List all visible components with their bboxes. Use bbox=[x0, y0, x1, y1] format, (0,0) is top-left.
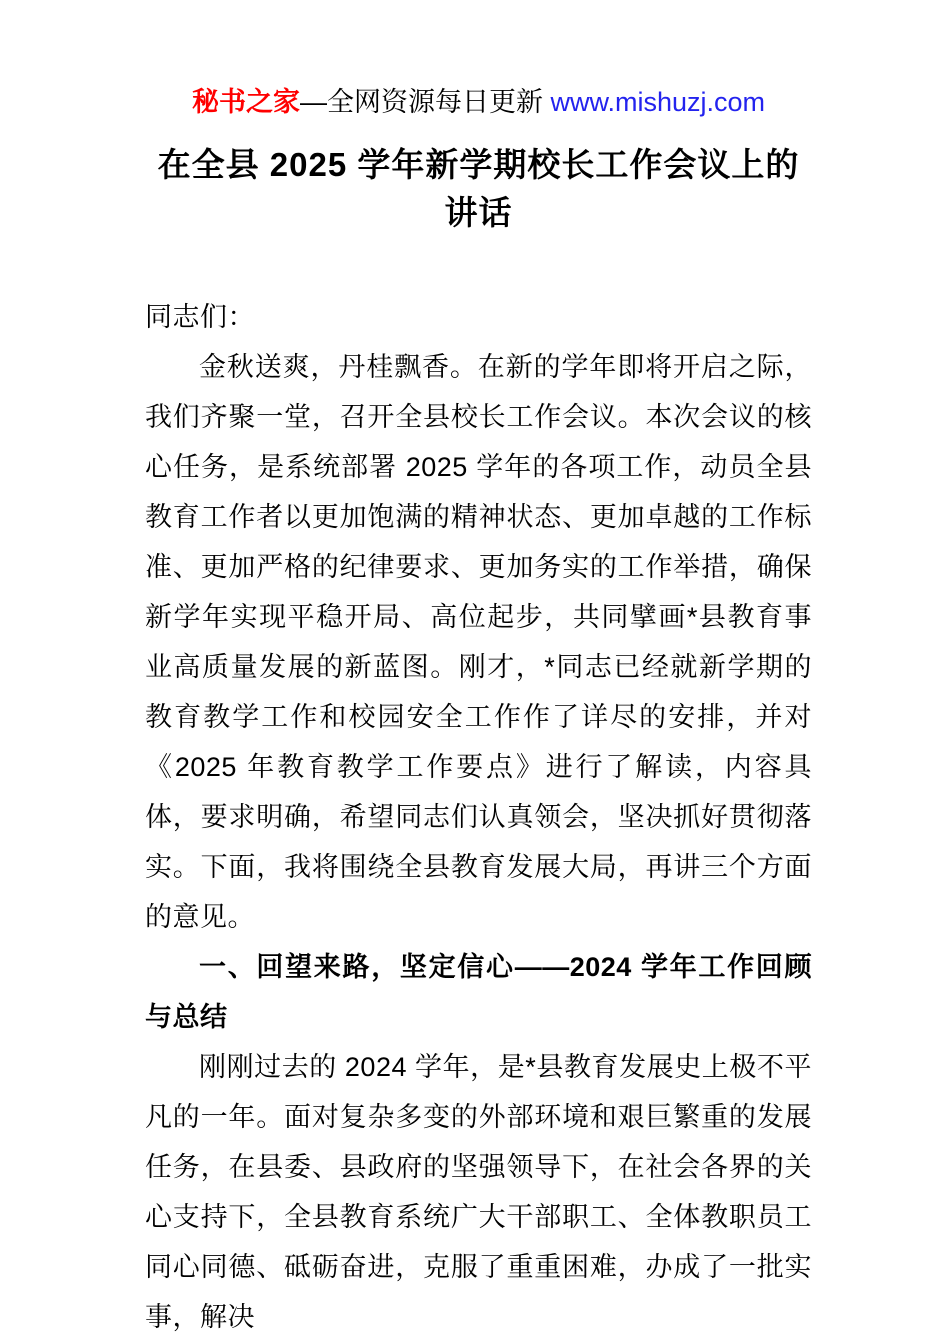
section-heading-1: 一、回望来路，坚定信心——2024 学年工作回顾与总结 bbox=[145, 952, 812, 1032]
site-url-link[interactable]: www.mishuzj.com bbox=[550, 87, 766, 117]
document-body bbox=[145, 292, 812, 1342]
page-title: 在全县 2025 学年新学期校长工作会议上的讲话 bbox=[157, 146, 800, 231]
salutation: 同志们： bbox=[145, 302, 255, 332]
site-brand-text: 秘书之家 bbox=[191, 87, 300, 117]
section-1-paragraph: 刚刚过去的 2024 学年，是*县教育发展史上极不平凡的一年。面对复杂多变的外部环境和艰巨繁重的发展任务，在县委、县政府的坚强领导下，在社会各界的关心支持下，全县教育系统广大干部职工、全体教职员工同心同德、砥砺奋进，克服了重重困难，办成了一批实事，解决 bbox=[145, 1052, 812, 1332]
site-tagline-text: —全网资源每日更新 bbox=[299, 87, 551, 117]
paragraph-intro: 金秋送爽，丹桂飘香。在新的学年即将开启之际，我们齐聚一堂，召开全县校长工作会议。本次会议的核心任务，是系统部署 2025 学年的各项工作，动员全县教育工作者以更加饱满的精神状态、更加卓越的工作标准、更加严格的纪律要求、更加务实的工作举措，确保新学年实现平稳开局、高位起步，共同擘画*县教育事业高质量发展的新蓝图。刚才，*同志已经就新学期的教育教学工作和校园安全工作作了详尽的安排，并对《2025 年教育教学工作要点》进行了解读，内容具体，要求明确，希望同志们认真领会，坚决抓好贯彻落实。下面，我将围绕全县教育发展大局，再讲三个方面的意见。 bbox=[145, 352, 812, 932]
site-header bbox=[145, 84, 812, 121]
